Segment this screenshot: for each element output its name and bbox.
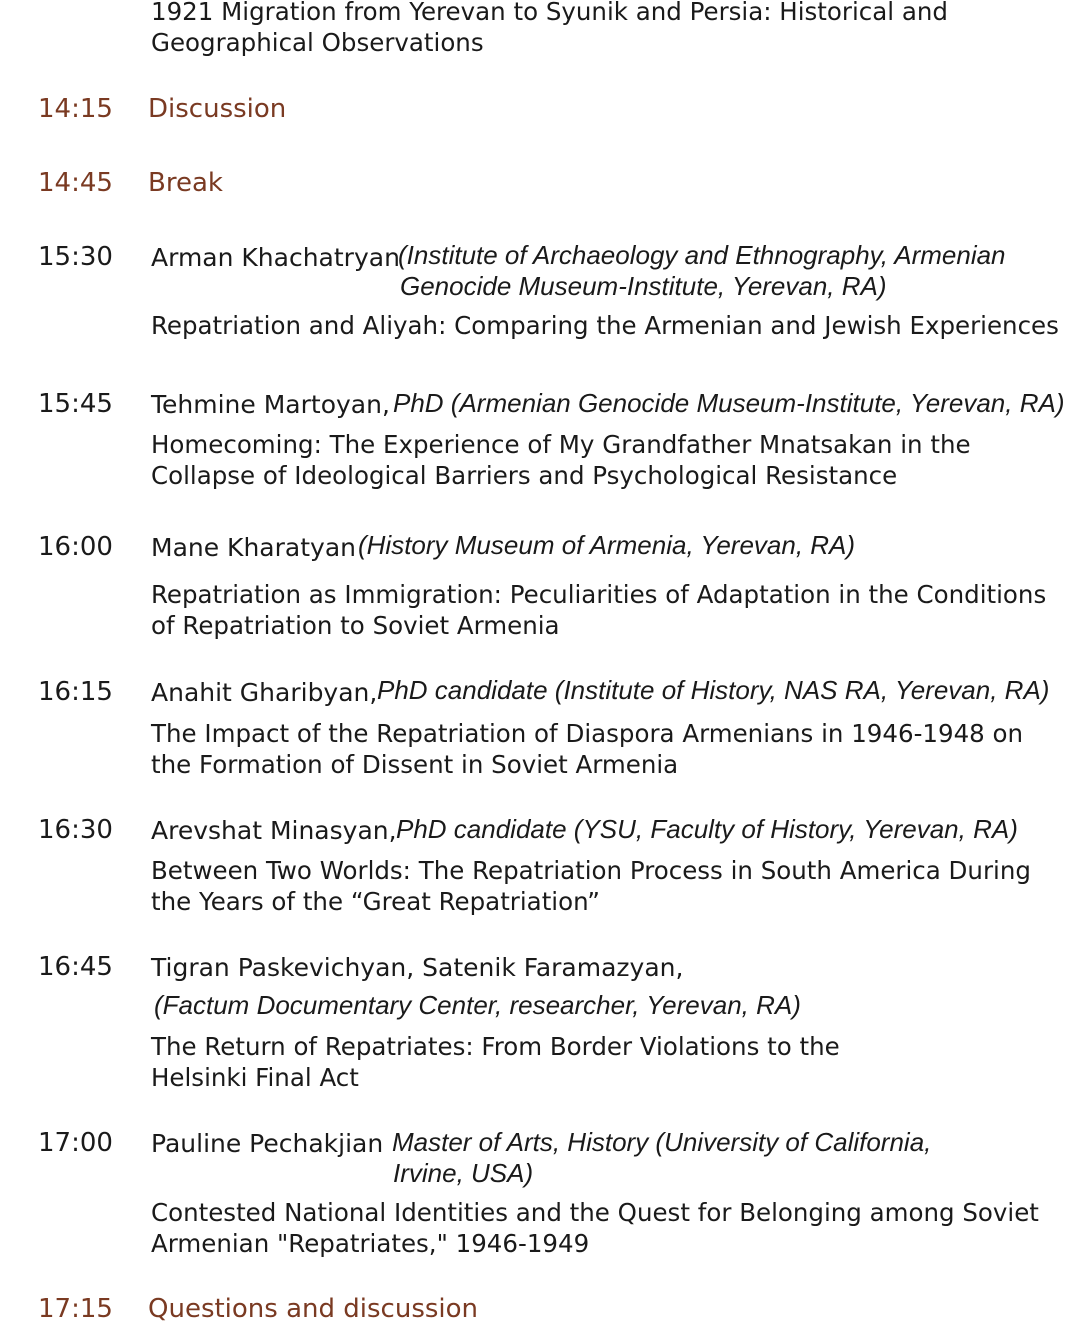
- speaker-name: Tehmine Martoyan,: [151, 390, 390, 419]
- session-discussion: Discussion: [148, 94, 287, 124]
- session-break: Break: [148, 168, 223, 198]
- time-1415: 14:15: [38, 94, 113, 124]
- speaker-name: Anahit Gharibyan,: [151, 678, 378, 707]
- session-questions-discussion: Questions and discussion: [148, 1294, 479, 1324]
- talk-title-line2: of Repatriation to Soviet Armenia: [151, 611, 560, 640]
- speaker-affiliation: PhD candidate (YSU, Faculty of History, Yerevan, RA): [396, 814, 1018, 844]
- speaker-affiliation: (History Museum of Armenia, Yerevan, RA): [358, 530, 856, 560]
- talk-title-line2: Collapse of Ideological Barriers and Psychological Resistance: [151, 461, 898, 490]
- speaker-affiliation: (Factum Documentary Center, researcher, Yerevan, RA): [154, 990, 801, 1020]
- speaker-name: Mane Kharatyan: [151, 533, 356, 562]
- time-1615: 16:15: [38, 677, 113, 707]
- talk-title-line2: Helsinki Final Act: [151, 1063, 359, 1092]
- time-1700: 17:00: [38, 1128, 113, 1158]
- speaker-name: Arevshat Minasyan,: [151, 816, 397, 845]
- time-1715: 17:15: [38, 1294, 113, 1324]
- talk-title-line1: Homecoming: The Experience of My Grandfather Mnatsakan in the: [151, 430, 971, 459]
- talk-title-line2: Armenian "Repatriates," 1946-1949: [151, 1229, 590, 1258]
- time-1630: 16:30: [38, 815, 113, 845]
- time-1645: 16:45: [38, 952, 113, 982]
- talk-title: Repatriation and Aliyah: Comparing the Armenian and Jewish Experiences: [151, 311, 1059, 340]
- speaker-name: Arman Khachatryan: [151, 243, 400, 272]
- time-1545: 15:45: [38, 389, 113, 419]
- speaker-names: Tigran Paskevichyan, Satenik Faramazyan,: [151, 953, 684, 982]
- talk-title-line1: The Return of Repatriates: From Border Violations to the: [151, 1032, 840, 1061]
- speaker-affiliation-line2: Irvine, USA): [393, 1158, 534, 1188]
- talk-title-line2: the Years of the “Great Repatriation”: [151, 887, 600, 916]
- intro-title-line1: 1921 Migration from Yerevan to Syunik and Persia: Historical and: [151, 0, 948, 26]
- speaker-affiliation: Master of Arts, History (University of California,: [392, 1127, 932, 1157]
- speaker-affiliation-line2: Genocide Museum-Institute, Yerevan, RA): [400, 271, 887, 301]
- time-1445: 14:45: [38, 168, 113, 198]
- talk-title-line1: Contested National Identities and the Quest for Belonging among Soviet: [151, 1198, 1039, 1227]
- talk-title-line1: Between Two Worlds: The Repatriation Process in South America During: [151, 856, 1031, 885]
- speaker-affiliation: PhD candidate (Institute of History, NAS RA, Yerevan, RA): [377, 675, 1050, 705]
- talk-title-line2: the Formation of Dissent in Soviet Armenia: [151, 750, 679, 779]
- time-1530: 15:30: [38, 242, 113, 272]
- talk-title-line1: Repatriation as Immigration: Peculiarities of Adaptation in the Conditions: [151, 580, 1047, 609]
- intro-title-line2: Geographical Observations: [151, 28, 484, 57]
- speaker-name: Pauline Pechakjian: [151, 1129, 384, 1158]
- speaker-affiliation: PhD (Armenian Genocide Museum-Institute, Yerevan, RA): [393, 388, 1065, 418]
- talk-title-line1: The Impact of the Repatriation of Diaspora Armenians in 1946-1948 on: [151, 719, 1024, 748]
- speaker-affiliation: (Institute of Archaeology and Ethnography, Armenian: [398, 240, 1006, 270]
- time-1600: 16:00: [38, 532, 113, 562]
